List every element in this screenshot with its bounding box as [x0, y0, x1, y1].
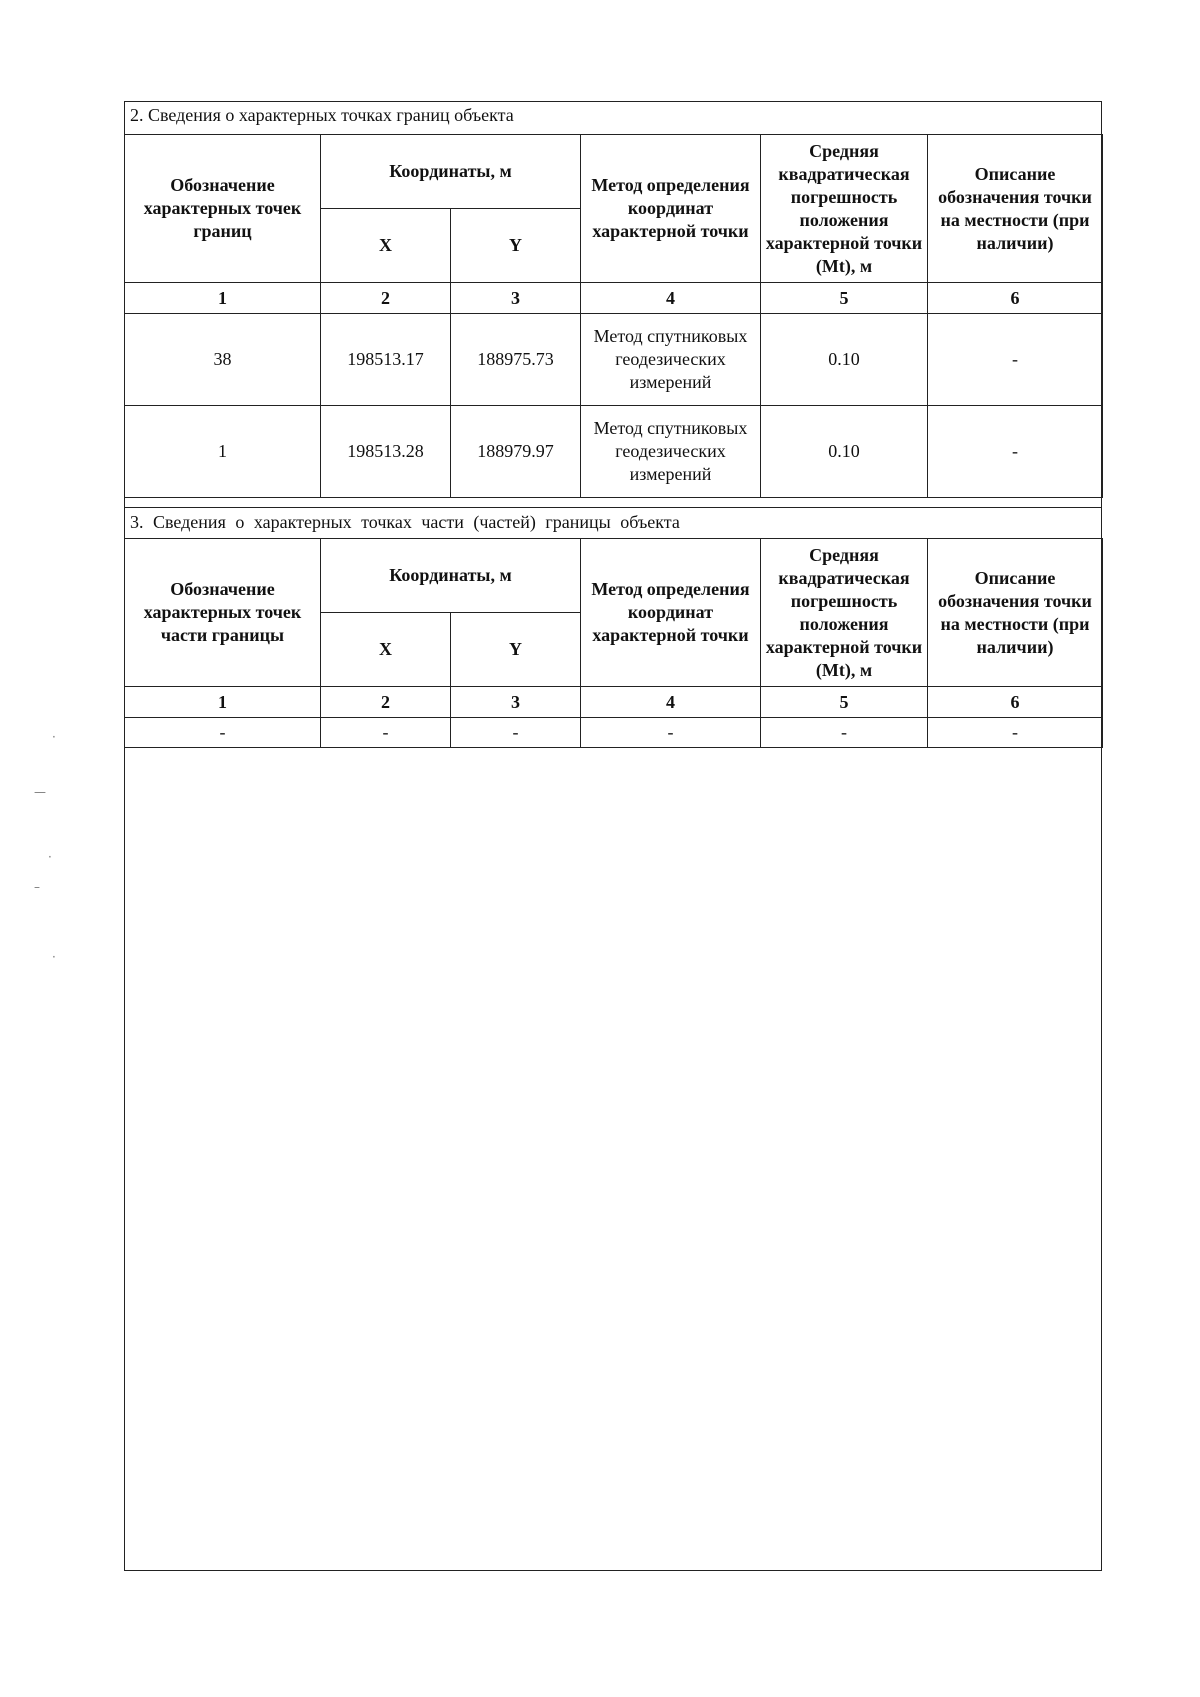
table-row: [125, 406, 1103, 498]
header-coords: Координаты, м: [321, 539, 581, 613]
point-designation: 1: [125, 406, 321, 498]
column-number: 5: [761, 687, 928, 718]
error-mt: 0.10: [761, 314, 928, 406]
header-designation: Обозначение характерных точек части границы: [125, 539, 321, 687]
table-row: [125, 718, 1103, 748]
header-error: Средняя квадратическая погрешность положения характерной точки (Mt), м: [761, 539, 928, 687]
point-designation: 38: [125, 314, 321, 406]
section-3-title: 3. Сведения о характерных точках части (частей) границы объекта: [124, 507, 1102, 539]
header-method: Метод определения координат характерной точки: [581, 539, 761, 687]
description: -: [928, 718, 1103, 748]
coord-x: -: [321, 718, 451, 748]
section-2-title: 2. Сведения о характерных точках границ объекта: [124, 101, 1102, 135]
description: -: [928, 314, 1103, 406]
column-number: 4: [581, 283, 761, 314]
column-number: 4: [581, 687, 761, 718]
method: Метод спутниковых геодезических измерений: [581, 314, 761, 406]
section-2-table: [124, 134, 1103, 498]
header-y: Y: [451, 613, 581, 687]
column-number: 2: [321, 283, 451, 314]
column-numbers-row: [125, 687, 1103, 718]
column-number: 6: [928, 283, 1103, 314]
header-x: X: [321, 209, 451, 283]
column-number: 2: [321, 687, 451, 718]
header-error: Средняя квадратическая погрешность положения характерной точки (Mt), м: [761, 135, 928, 283]
column-number: 1: [125, 283, 321, 314]
coord-y: -: [451, 718, 581, 748]
error-mt: -: [761, 718, 928, 748]
scan-mark: —: [34, 785, 46, 799]
description: -: [928, 406, 1103, 498]
scan-mark: ·: [48, 850, 52, 864]
header-y: Y: [451, 209, 581, 283]
coord-x: 198513.17: [321, 314, 451, 406]
coord-x: 198513.28: [321, 406, 451, 498]
header-description: Описание обозначения точки на местности (при наличии): [928, 539, 1103, 687]
scan-mark: ·: [52, 730, 56, 744]
column-number: 3: [451, 687, 581, 718]
column-numbers-row: [125, 283, 1103, 314]
coord-y: 188979.97: [451, 406, 581, 498]
table-row: [125, 314, 1103, 406]
header-method: Метод определения координат характерной точки: [581, 135, 761, 283]
column-number: 6: [928, 687, 1103, 718]
method: -: [581, 718, 761, 748]
header-description: Описание обозначения точки на местности (при наличии): [928, 135, 1103, 283]
column-number: 1: [125, 687, 321, 718]
header-x: X: [321, 613, 451, 687]
column-number: 5: [761, 283, 928, 314]
header-coords: Координаты, м: [321, 135, 581, 209]
scan-mark: –: [34, 880, 40, 894]
method: Метод спутниковых геодезических измерений: [581, 406, 761, 498]
column-number: 3: [451, 283, 581, 314]
scan-mark: ·: [52, 950, 56, 964]
point-designation: -: [125, 718, 321, 748]
coord-y: 188975.73: [451, 314, 581, 406]
header-designation: Обозначение характерных точек границ: [125, 135, 321, 283]
error-mt: 0.10: [761, 406, 928, 498]
section-3-table: [124, 538, 1103, 748]
